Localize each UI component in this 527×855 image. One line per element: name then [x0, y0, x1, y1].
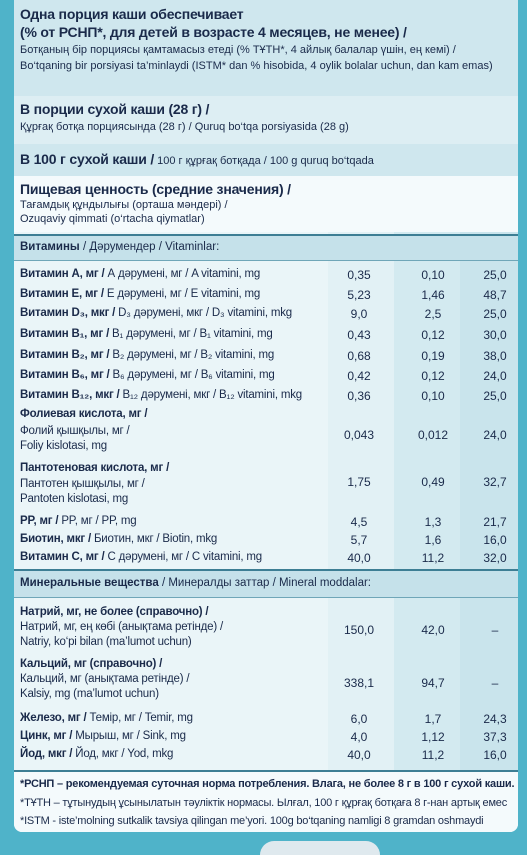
footnote-kz: *ТҰТН – тұтынудың ұсынылатын тәуліктік нормасы. Ылғал, 100 г құрғақ ботқаға 8 г-нан артық емес: [20, 797, 508, 809]
footnote-ru: *РСНП – рекомендуемая суточная норма потребления. Влага, не более 8 г в 100 г сухой каши.: [20, 778, 515, 790]
header-line-4: Bo‘tqaning bir porsiyasi ta’minlaydi (ISTM* dan % hisobida, 4 oylik bolalar uchun, dan kam emas): [20, 60, 493, 72]
divider: [14, 597, 518, 598]
header-line-1: Одна порция каши обеспечивает: [20, 6, 244, 22]
portion-title: В порции сухой каши (28 г) /: [20, 101, 210, 117]
nutrition-title: Пищевая ценность (средние значения) /: [20, 181, 291, 197]
nutrition-label: Одна порция каши обеспечивает (% от РСНП*, для детей в возрасте 4 месяцев, не менее) / Ботқаның бір порциясы қамтамасыз етеді (% ТҰТН*, 4 айлық балалар үшін, ең кемі) / Bo‘tqaning bir porsiyasi ta’minlaydi (ISTM* dan % hisobida, 4 oylik bolalar uchun, dan kam emas) В порции сухой каши (28 г) / Құрғақ ботқа порциясында (28 г) / Quruq bo‘tqa porsiyasida (28 g) В 100 г сухой каши / 100 г құрғақ ботқада / 100 g quruq bo‘tqada Пищевая ценность (средние значения) / Тағамдық құндылығы (орташа мәндері) / Ozuqaviy qimmati (o‘rtacha qiymatlar) Витамины / Дәрумендер / Vitaminlar: Витамин A, мг / А дәрумені, мг / A vitamini, mg 0,35 0,10 25,0 Витамин E, мг / Е дәрумені, мг / E vitamini, mg 5,23 1,46 48,7 Витамин D₃, мкг / D₃ дәрумені, мкг / D₃ vitamini, mkg 9,0 2,5 25,0 Витамин B₁, мг / B₁ дәрумені, мг / B₁ vitamini, mg 0,43 0,12 30,0 Витамин B₂, мг / B₂ дәрумені, мг / B₂ vitamini, mg 0,68 0,19 38,0 Витамин B₆, мг / B₆ дәрумені, мг / B₆ vitamini, mg 0,42 0,12 24,0 Витамин B₁₂, мкг / B₁₂ дәрумені, мкг / B₁₂ vitamini, mkg 0,36 0,10 25,0 Фолиевая кислота, мг / Фолий қышқылы, мг / Foliy kislotasi, mg 0,043 0,012 24,0 Пантотеновая кислота, мг / Пантотен қышқылы, мг / Pantoten kislotasi, mg 1,75 0,49 32,7 PP, мг / PP, мг / PP, mg 4,5 1,3 21,7 Биотин, мкг / Биотин, мкг / Biotin, mkg 5,7 1,6 16,0 Витамин C, мг / С дәрумені, мг / C vitamini, mg 40,0 11,2 32,0 Минеральные вещества / Минералды заттар / Mineral moddalar: Натрий, мг, не более (справочно) / Натрий, мг, ең көбі (анықтама ретінде) / Natriy, ko‘pi bilan (ma’lumot uchun) 150,0 42,0 – Кальций, мг (справочно) / Кальций, мг (анықтама ретінде) / Kalsiy, mg (ma’lumot uchun) 338,1 94,7 – Железо, мг / Темір, мг / Temir, mg 6,0 1,7 24,3 Цинк, мг / Мырыш, мг / Sink, mg 4,0 1,12 37,3 Йод, мкг / Йод, мкг / Yod, mkg 40,0 11,2 16,0 *РСНП – рекомендуемая суточная норма потребления. Влага, не более 8 г в 100 г сухой каши. *ТҰТН – тұтынудың ұсынылатын тәуліктік нормасы. Ылғал, 100 г құрғақ ботқаға 8 г-нан артық емес *ISTM - iste’molning sutkalik tavsiya qilingan me’yori. 100g bo‘tqaning namligi 8 gramdan oshmaydi: [14, 0, 518, 832]
portion-subtitle: Құрғақ ботқа порциясында (28 г) / Quruq bo‘tqa porsiyasida (28 g): [20, 121, 349, 133]
per100-heading: [20, 151, 374, 169]
vitamins-header: Витамины / Дәрумендер / Vitaminlar:: [20, 241, 220, 253]
nutrition-sub-2: Ozuqaviy qimmati (o‘rtacha qiymatlar): [20, 213, 205, 225]
header-line-2: (% от РСНП*, для детей в возрасте 4 месяцев, не менее) /: [20, 24, 407, 40]
footnote-uz: *ISTM - iste’molning sutkalik tavsiya qilingan me’yori. 100g bo‘tqaning namligi 8 gramdan oshmaydi: [20, 815, 484, 827]
nutrition-sub-1: Тағамдық құндылығы (орташа мәндері) /: [20, 199, 228, 211]
header-line-3: Ботқаның бір порциясы қамтамасыз етеді (% ТҰТН*, 4 айлық балалар үшін, ең кемі) /: [20, 44, 456, 56]
minerals-header: Минеральные вещества / Минералды заттар / Mineral moddalar:: [20, 577, 371, 589]
divider: [14, 260, 518, 261]
package-detail: [260, 841, 380, 855]
per100-title: В 100 г сухой каши /: [20, 151, 155, 167]
per100-subtitle: 100 г құрғақ ботқада / 100 g quruq bo‘tqada: [154, 155, 374, 167]
